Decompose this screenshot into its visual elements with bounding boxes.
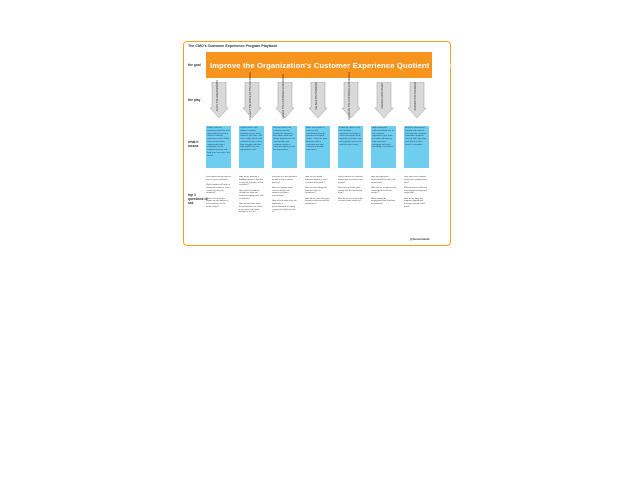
question-item: Which metrics tie customer experience to revenue and growth? <box>338 176 363 184</box>
play-column <box>408 82 426 118</box>
meaning-text: Capture direct and indirect customer feedback across every channel, then turn it into clear insight about what customers value, where they struggle and what they expect from the organization next. <box>240 127 263 152</box>
play-label: SUSTAIN THE PROGRAM <box>414 81 418 111</box>
playbook-title: The CMO's Customer Experience Program Playbook <box>188 44 278 48</box>
play-label: COLLECT THE VOICE OF THE CUSTOMER <box>249 71 253 121</box>
play-label: ALIGN THE ORGANIZATION <box>216 80 220 112</box>
meaning-box <box>305 126 330 168</box>
question-item: How are we sharing the results with the leadership team? <box>338 186 363 195</box>
brand-handle: @mercerdavid <box>410 237 430 241</box>
row-label-play: the play <box>188 98 201 102</box>
meaning-box <box>371 126 396 168</box>
meaning-text: Map the end to end customer journey, identify the moments that matter most and design experiences that consistently meet customer needs at every touchpoint across the organization. <box>273 127 296 152</box>
question-item: How are our brand promises shown in each customer interaction? <box>305 176 328 184</box>
meaning-text: Build the governance, funding and routines that keep the customer experience program running and improving well after the initial launch is complete. <box>405 127 427 146</box>
play-label: DESIGN THE CUSTOMER EXPERIENCE <box>282 73 286 119</box>
question-item: How do we close the gaps between what we promise and deliver? <box>305 197 330 206</box>
question-item: How are we making our promises clear to customers? <box>305 186 327 195</box>
row-label-questions: top 3 questions to ask <box>188 193 208 205</box>
meaning-box <box>338 126 363 168</box>
question-item: How will we know when the information we collect is accurate and timely enough to act on? <box>239 203 263 214</box>
meaning-box <box>206 126 231 168</box>
play-label: ENGAGE EMPLOYEES <box>381 83 385 109</box>
row-label-why: what it means <box>188 140 199 148</box>
meaning-box <box>239 126 264 168</box>
play-column <box>309 82 327 118</box>
row-label-goal: the goal <box>188 63 201 67</box>
question-list <box>404 176 429 242</box>
question-item: How do we keep the program aligned with business priorities and goals? <box>404 197 425 208</box>
play-column <box>210 82 228 118</box>
question-list <box>272 176 297 242</box>
question-list <box>338 176 363 242</box>
question-item: How can we recognize and reward great customer service? <box>371 186 396 195</box>
goal-text: Improve the Organization's Customer Experience Quotient (CXQ) <box>210 60 454 70</box>
question-item: How will we make sure our approach to personalization is helping customers build trust with us? <box>272 200 297 214</box>
play-column <box>276 73 294 119</box>
question-item: How will this feedback change the ways we measure engagement with customers? <box>239 189 264 200</box>
question-item: How are journey maps used to design and improve customer experiences? <box>272 186 293 198</box>
meaning-text: Define what the company stands for and align leaders around a shared customer experience vision. Make sure every function understands how it contributes to the customer journey and long term success of the brand. <box>207 127 230 157</box>
question-item: What is the business impact we can deliver to our customers as the market shifts? <box>206 197 229 208</box>
question-item: How do we develop a feedback process that lets us see the full voice of the customer? <box>239 176 264 187</box>
question-list <box>371 176 396 242</box>
play-column <box>243 71 261 121</box>
meaning-box <box>404 126 429 168</box>
question-item: Which leaders will help us champion customer value creation across the company? <box>206 184 230 195</box>
meaning-text: Define the metrics that link customer experience to business results and report them regularly so leaders can see progress and act on what the data shows. <box>339 127 362 146</box>
question-item: What impact do we want to have on our customers? <box>206 176 231 181</box>
meaning-text: Help employees understand their role in the customer experience, give them the tools and training they need and recognize behaviors that delight customers. <box>372 127 394 149</box>
question-item: How do employees understand their role in the experience? <box>371 176 396 184</box>
play-label: MEASURE THE CUSTOMER EXPERIENCE <box>348 72 352 120</box>
question-list <box>305 176 330 242</box>
question-item: What are the key moments of truth in the customer journey? <box>272 176 297 184</box>
question-item: Who owns the customer experience program over time? <box>404 176 428 184</box>
meaning-box <box>272 126 297 168</box>
meaning-text: Make sure products, services and interactions keep the promises the brand makes. Close the gaps between what is marketed and what customers actually experience. <box>306 127 328 152</box>
goal-banner <box>206 52 454 78</box>
play-column <box>375 82 393 118</box>
question-item: What training do employees need to deliver our promise? <box>371 197 396 206</box>
question-item: How do we act on what the customer data shows us? <box>338 197 363 203</box>
question-list <box>206 176 231 242</box>
playbook-card <box>183 41 454 246</box>
play-column <box>342 72 360 120</box>
question-item: What resources will keep the program running and improving? <box>404 186 428 195</box>
question-list <box>239 176 264 242</box>
play-label: DELIVER ON PROMISES <box>315 82 319 110</box>
